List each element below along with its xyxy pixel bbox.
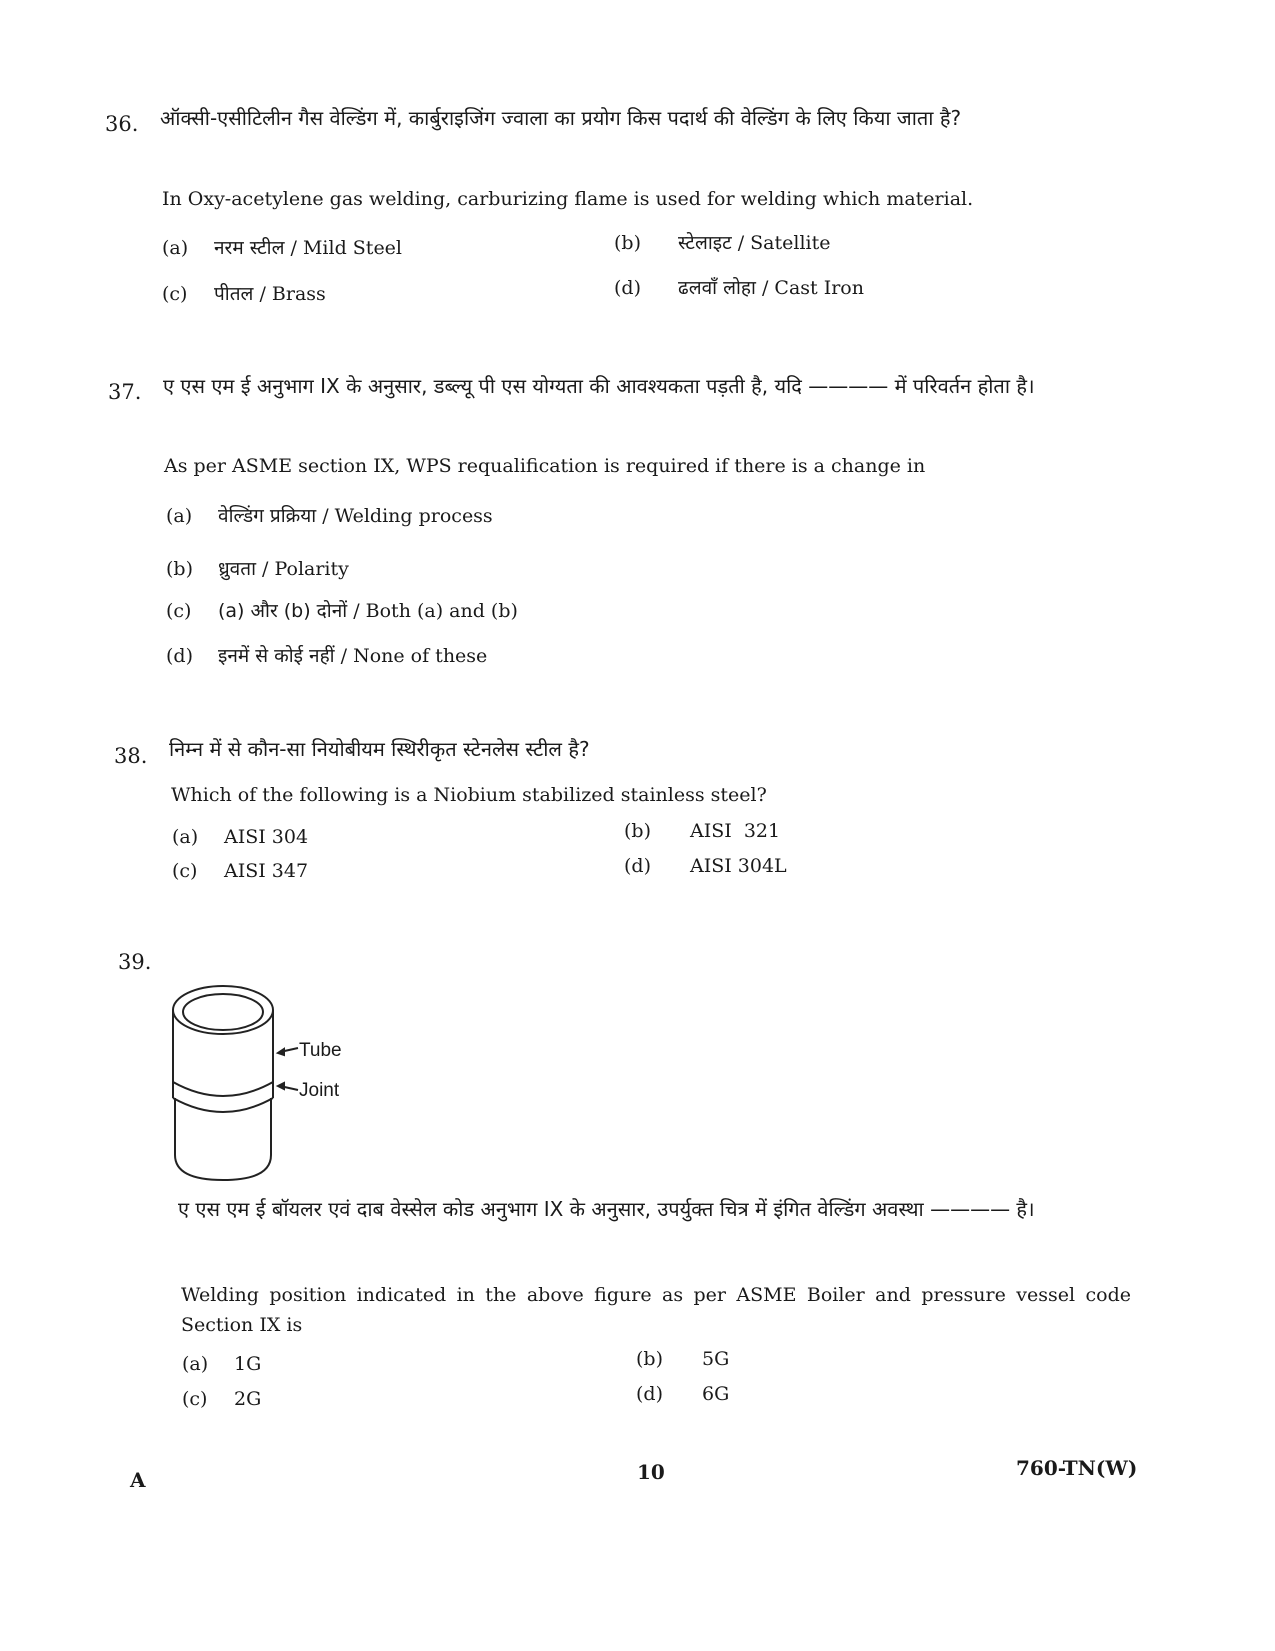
option-text-hindi: वेल्डिंग प्रक्रिया	[218, 505, 317, 527]
question-number: 39.	[118, 950, 152, 974]
option-text-english: 2G	[234, 1388, 262, 1410]
option-label: (b)	[624, 820, 651, 842]
footer-series: A	[130, 1468, 146, 1492]
option-label: (a)	[166, 505, 193, 527]
question-text-hindi: निम्न में से कौन-सा नियोबीयम स्थिरीकृत स्टेनलेस स्टील है?	[169, 737, 590, 761]
option-c[interactable]	[166, 597, 518, 623]
option-label: (c)	[162, 283, 188, 305]
option-b[interactable]	[166, 555, 349, 581]
option-c[interactable]	[162, 280, 326, 306]
option-d[interactable]	[614, 274, 864, 300]
option-label: (a)	[172, 826, 199, 848]
option-text-hindi: (a) और (b) दोनों	[218, 600, 348, 622]
option-label: (b)	[636, 1348, 663, 1370]
option-label: (a)	[182, 1353, 209, 1375]
option-text-hindi: पीतल	[214, 283, 254, 305]
option-text-english: / Both (a) and (b)	[347, 600, 518, 622]
option-label: (c)	[172, 860, 198, 882]
question-text-hindi: ए एस एम ई बॉयलर एवं दाब वेस्सेल कोड अनुभाग IX के अनुसार, उपर्युक्त चित्र में इंगित वेल्डिंग अवस्था ———— है।	[178, 1197, 1035, 1221]
question-text-english: In Oxy-acetylene gas welding, carburizing flame is used for welding which material.	[162, 188, 974, 210]
option-label: (d)	[636, 1383, 663, 1405]
option-text-english: 6G	[702, 1383, 730, 1405]
tube-joint-figure	[165, 970, 365, 1185]
figure-label-tube: Tube	[299, 1040, 342, 1061]
option-label: (c)	[166, 600, 192, 622]
option-text-hindi: इनमें से कोई नहीं	[218, 645, 335, 667]
option-b[interactable]	[614, 229, 831, 255]
option-label: (c)	[182, 1388, 208, 1410]
option-text-hindi: स्टेलाइट	[678, 232, 732, 254]
footer-page-number: 10	[637, 1460, 665, 1484]
question-number: 37.	[108, 380, 142, 404]
question-text-english: Welding position indicated in the above figure as per ASME Boiler and pressure vessel code Section IX is	[181, 1284, 1131, 1336]
option-text-english: / Cast Iron	[755, 277, 864, 299]
option-c[interactable]	[182, 1388, 261, 1410]
option-text-english: AISI 321	[690, 820, 781, 842]
option-text-english: 5G	[702, 1348, 730, 1370]
option-a[interactable]	[166, 502, 493, 528]
option-text-english: / Mild Steel	[284, 237, 403, 259]
tube-diagram-icon	[165, 970, 365, 1185]
option-text-english: AISI 304L	[690, 855, 787, 877]
option-label: (d)	[614, 277, 641, 299]
option-a[interactable]	[162, 234, 402, 260]
option-text-hindi: ढलवाँ लोहा	[678, 277, 756, 299]
option-c[interactable]	[172, 860, 308, 882]
option-d[interactable]	[636, 1383, 729, 1405]
option-text-english: 1G	[234, 1353, 262, 1375]
footer-paper-code: 760-TN(W)	[1016, 1456, 1138, 1480]
option-text-english: / None of these	[334, 645, 488, 667]
option-text-english: AISI 304	[224, 826, 309, 848]
option-text-english: / Brass	[253, 283, 326, 305]
option-a[interactable]	[172, 826, 308, 848]
option-d[interactable]	[624, 855, 787, 877]
option-b[interactable]	[636, 1348, 729, 1370]
option-label: (d)	[624, 855, 651, 877]
option-text-hindi: ध्रुवता	[218, 558, 257, 580]
question-number: 38.	[114, 744, 148, 768]
option-text-english: / Satellite	[731, 232, 831, 254]
option-label: (b)	[166, 558, 193, 580]
question-text-hindi: ए एस एम ई अनुभाग IX के अनुसार, डब्ल्यू पी एस योग्यता की आवश्यकता पड़ती है, यदि ———— में परिवर्तन होता है।	[163, 374, 1035, 398]
question-text-english: Which of the following is a Niobium stabilized stainless steel?	[171, 784, 767, 806]
option-label: (a)	[162, 237, 189, 259]
question-number: 36.	[105, 112, 139, 136]
figure-label-joint: Joint	[299, 1080, 340, 1101]
option-a[interactable]	[182, 1353, 261, 1375]
option-d[interactable]	[166, 642, 487, 668]
option-label: (d)	[166, 645, 193, 667]
option-text-english: / Polarity	[256, 558, 349, 580]
question-text-hindi: ऑक्सी-एसीटिलीन गैस वेल्डिंग में, कार्बुराइजिंग ज्वाला का प्रयोग किस पदार्थ की वेल्डिंग के लिए किया जाता है?	[160, 106, 962, 130]
question-text-english: As per ASME section IX, WPS requalification is required if there is a change in	[164, 455, 926, 477]
option-text-english: AISI 347	[224, 860, 309, 882]
option-text-english: / Welding process	[316, 505, 493, 527]
option-text-hindi: नरम स्टील	[214, 237, 285, 259]
option-label: (b)	[614, 232, 641, 254]
option-b[interactable]	[624, 820, 780, 842]
